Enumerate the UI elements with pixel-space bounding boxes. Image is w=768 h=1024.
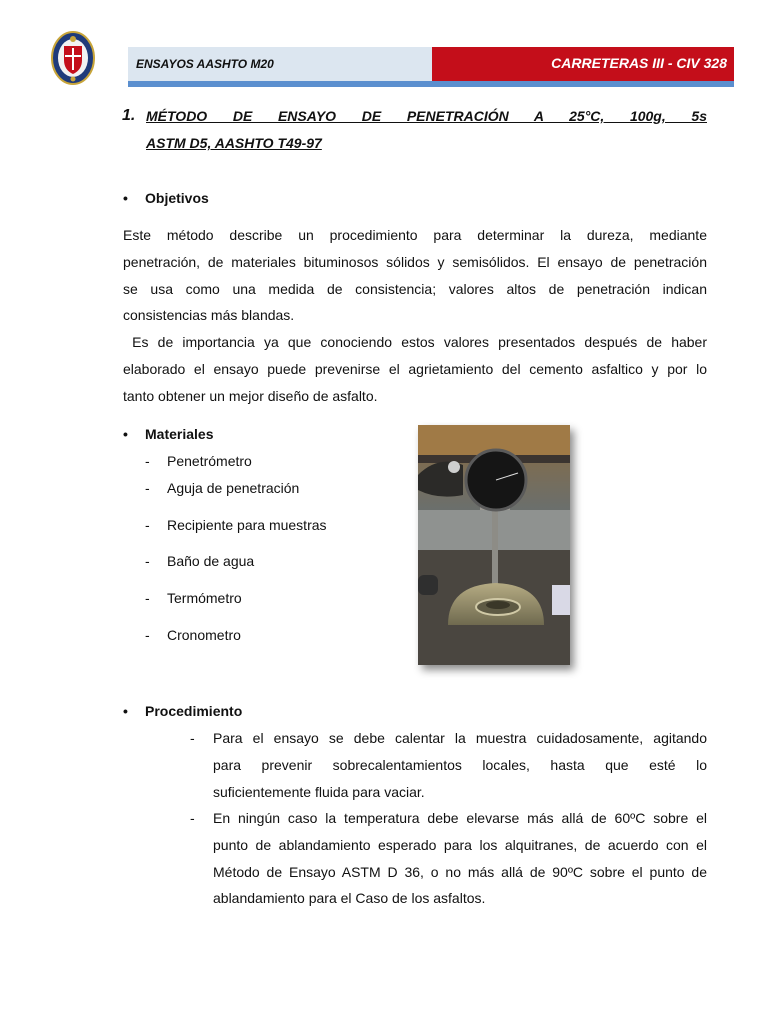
material-item: - Cronometro [145,627,241,643]
paragraph-line: suficientemente fluida para vaciar. [213,783,425,800]
procedimiento-heading-label: Procedimiento [145,703,243,719]
procedimiento-heading [123,703,242,719]
objetivos-paragraph [123,222,707,410]
header-left-title: ENSAYOS AASHTO M20 [136,57,274,71]
header-divider-bar [128,81,734,87]
paragraph-line: penetración, de materiales bituminosos sólidos y semisólidos. El ensayo de penetración [123,253,707,270]
university-crest-icon [50,30,96,86]
section-title-line-1: MÉTODO DE ENSAYO DE PENETRACIÓN A 25°C, 100g, 5s [146,108,707,124]
paragraph-line: Para el ensayo se debe calentar la muestra cuidadosamente, agitando [213,730,707,746]
paragraph-line: para prevenir sobrecalentamientos locales, hasta que esté lo [213,756,707,773]
dash-marker: - [190,810,195,826]
paragraph-line: elaborado el ensayo puede prevenirse el agrietamiento del cemento asfaltico y por lo [123,360,707,377]
material-item: - Recipiente para muestras [145,517,327,533]
materiales-heading [123,426,213,442]
paragraph-line: tanto obtener un mejor diseño de asfalto. [123,387,378,404]
objetivos-heading [123,190,209,206]
paragraph-line: se usa como una medida de consistencia; valores altos de penetración indican [123,280,707,297]
bullet-icon: • [123,426,128,442]
bullet-icon: • [123,190,128,206]
paragraph-line: Es de importancia ya que conociendo estos valores presentados después de haber [123,334,707,351]
paragraph-line: En ningún caso la temperatura debe elevarse más allá de 60ºC sobre el [213,810,707,826]
paragraph-line: consistencias más blandas. [123,307,295,324]
material-item: - Baño de agua [145,553,255,569]
material-item: - Penetrómetro [145,453,252,469]
objetivos-heading-label: Objetivos [145,190,209,206]
section-number: 1. [122,107,136,124]
penetrometer-photo [418,425,570,665]
section-title-line-2: ASTM D5, AASHTO T49-97 [146,135,322,151]
paragraph-line: ablandamiento para el Caso de los asfaltos. [213,890,486,907]
material-item: - Termómetro [145,590,242,606]
materiales-heading-label: Materiales [145,426,214,442]
dash-marker: - [190,730,195,746]
bullet-icon: • [123,703,128,719]
paragraph-line: Método de Ensayo ASTM D 36, o no más allá de 90ºC sobre el punto de [213,863,707,880]
paragraph-line: punto de ablandamiento esperado para los alquitranes, de acuerdo con el [213,836,707,853]
material-item: - Aguja de penetración [145,480,300,496]
paragraph-line: Este método describe un procedimiento para determinar la dureza, mediante [123,227,707,243]
header-left-panel [128,47,432,81]
header-right-panel [432,47,734,81]
header-right-title: CARRETERAS III - CIV 328 [551,55,727,71]
